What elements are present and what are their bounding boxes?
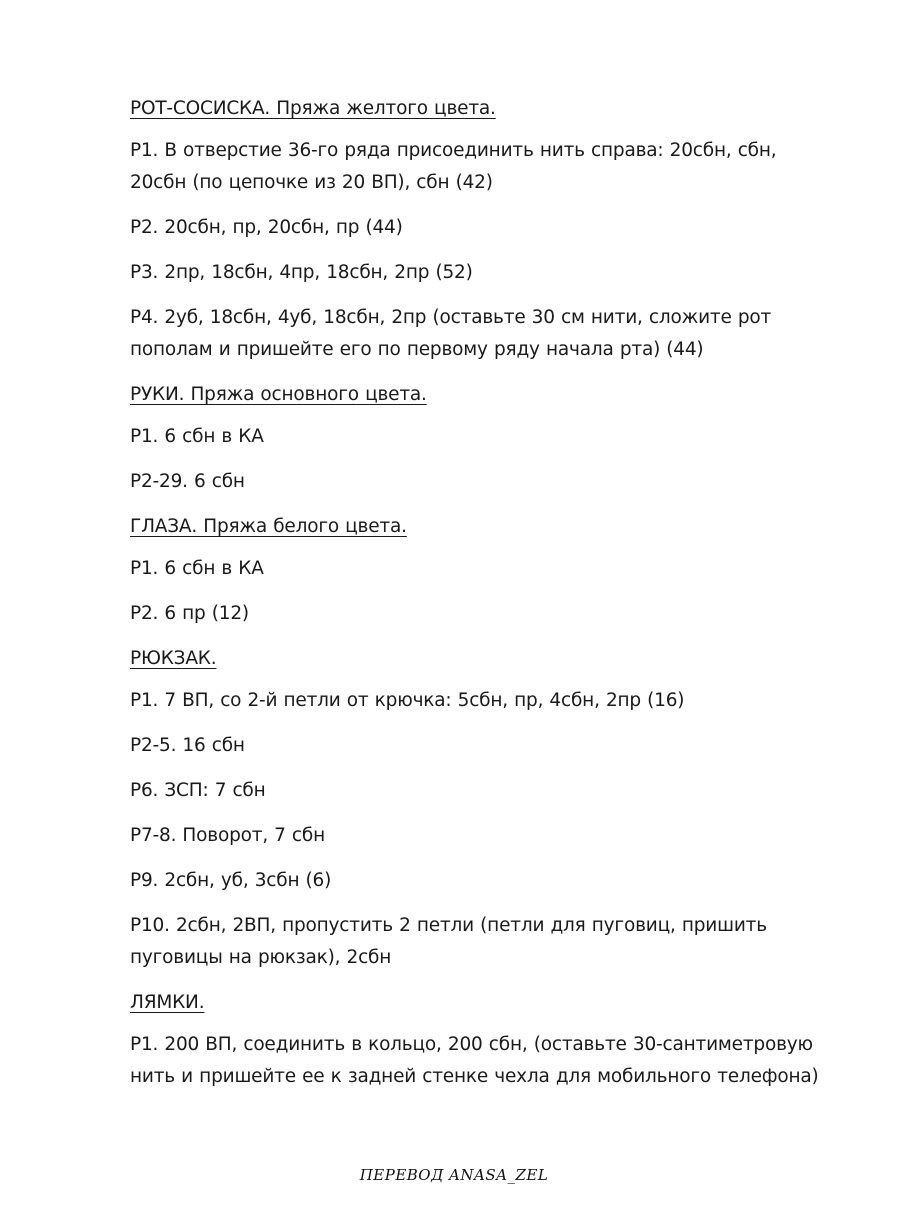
pattern-row: Р2-29. 6 сбн	[130, 471, 245, 492]
pattern-row: Р2. 20сбн, пр, 20сбн, пр (44)	[130, 217, 403, 238]
pattern-row: Р4. 2уб, 18сбн, 4уб, 18сбн, 2пр (оставьте 30 см нити, сложите рот пополам и пришейте его по первому ряду начала рта) (44)	[130, 307, 772, 360]
section-mouth	[130, 93, 830, 366]
pattern-row: Р10. 2сбн, 2ВП, пропустить 2 петли (петли для пуговиц, пришить пуговицы на рюкзак), 2сбн	[130, 915, 767, 968]
section-eyes	[130, 511, 830, 630]
pattern-row: Р1. 200 ВП, соединить в кольцо, 200 сбн, (оставьте 30-сантиметровую нить и пришейте ее к задней стенке чехла для мобильного телефона)	[130, 1034, 819, 1087]
section-heading: ГЛАЗА. Пряжа белого цвета.	[130, 516, 407, 537]
pattern-row: Р1. 6 сбн в КА	[130, 558, 264, 579]
section-straps	[130, 987, 830, 1093]
pattern-row: Р2. 6 пр (12)	[130, 603, 249, 624]
pattern-row: Р1. 7 ВП, со 2-й петли от крючка: 5сбн, пр, 4сбн, 2пр (16)	[130, 690, 685, 711]
pattern-row: Р6. ЗСП: 7 сбн	[130, 780, 266, 801]
section-backpack	[130, 643, 830, 974]
pattern-row: Р3. 2пр, 18сбн, 4пр, 18сбн, 2пр (52)	[130, 262, 473, 283]
pattern-row: Р1. 6 сбн в КА	[130, 426, 264, 447]
translator-credit: ПЕРЕВОД ANASA_ZEL	[359, 1166, 549, 1184]
section-heading: РУКИ. Пряжа основного цвета.	[130, 384, 427, 405]
pattern-row: Р1. В отверстие 36-го ряда присоединить нить справа: 20сбн, сбн, 20сбн (по цепочке из 20 ВП), сбн (42)	[130, 140, 777, 193]
document-body	[130, 93, 830, 1106]
pattern-row: Р7-8. Поворот, 7 сбн	[130, 825, 326, 846]
pattern-row: Р2-5. 16 сбн	[130, 735, 245, 756]
section-heading: РОТ-СОСИСКА. Пряжа желтого цвета.	[130, 98, 496, 119]
pattern-row: Р9. 2сбн, уб, 3сбн (6)	[130, 870, 332, 891]
section-heading: ЛЯМКИ.	[130, 992, 205, 1013]
section-heading: РЮКЗАК.	[130, 648, 217, 669]
section-arms	[130, 379, 830, 498]
